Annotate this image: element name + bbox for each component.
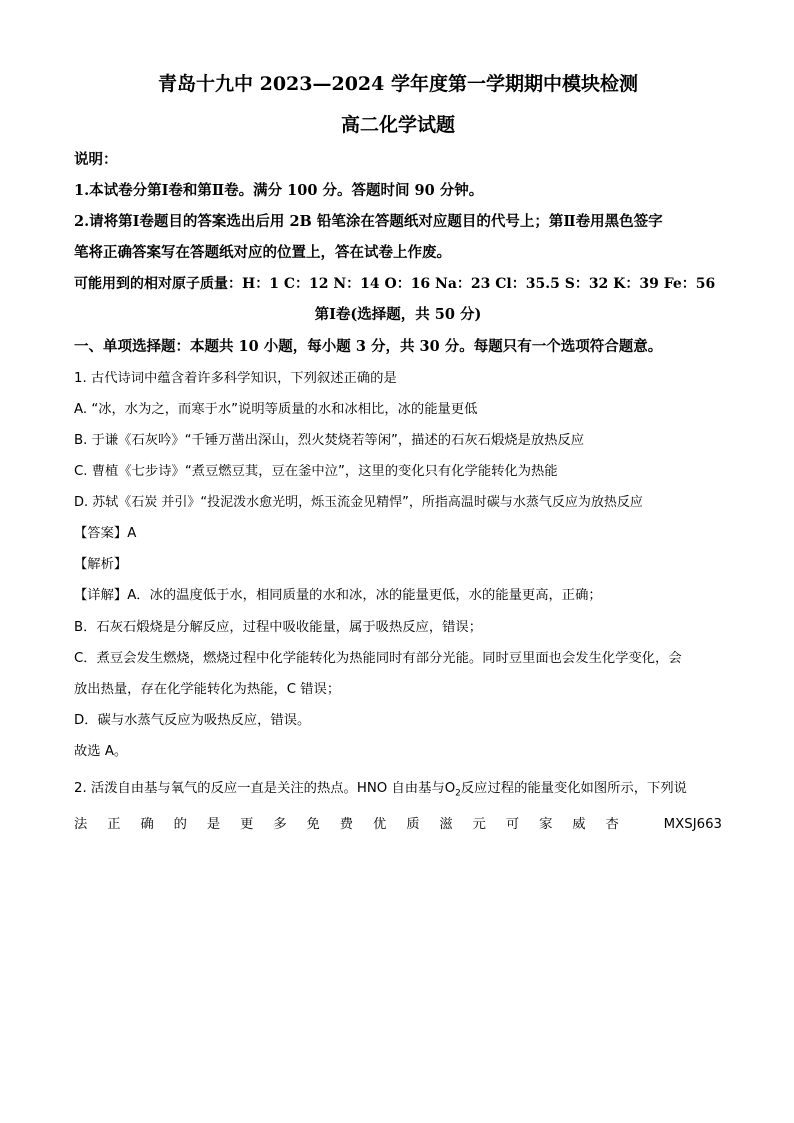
spread-char: 家 [539,817,553,832]
question-1-option-b: B. 于谦《石灰吟》“千锤万凿出深山，烈火焚烧若等闲”，描述的石灰石煅烧是放热反应 [74,433,585,448]
exam-title: 青岛十九中 2023—2024 学年度第一学期期中模块检测 [158,73,638,95]
question-1-detail-c-line-2: 放出热量，存在化学能转化为热能，C 错误； [74,682,341,697]
question-1-conclusion: 故选 A。 [74,744,128,759]
instruction-item-2-line-1: 2.请将第Ⅰ卷题目的答案选出后用 2B 铅笔涂在答题纸对应题目的代号上；第Ⅱ卷用黑色签字 [74,213,663,230]
answer-label: 【答案】 [74,526,128,541]
question-1-option-d: D. 苏轼《石炭 并引》“投泥泼水愈光明，烁玉流金见精悍”，所指高温时碳与水蒸气反应为放热反应 [74,495,643,510]
question-1-detail-c-line-1: C．煮豆会发生燃烧，燃烧过程中化学能转化为热能同时有部分光能。同时豆里面也会发生化学变化，会 [74,651,682,666]
question-1-detail-d: D．碳与水蒸气反应为吸热反应，错误。 [74,713,311,728]
exam-subtitle: 高二化学试题 [340,114,455,136]
spread-char: 法 [74,817,88,832]
spread-char: 质 [406,817,420,832]
question-1-answer [74,524,722,544]
spread-char: 多 [273,817,287,832]
spread-char: 威 [572,817,586,832]
spread-char: 的 [173,817,187,832]
question-1-option-a: A. “冰，水为之，而寒于水”说明等质量的水和冰相比，冰的能量更低 [74,402,478,417]
spread-char: 是 [206,817,221,832]
watermark-code: MXSJ663 [663,817,722,832]
question-2-stem-line-1 [74,779,722,804]
instruction-item-2-line-2: 笔将正确答案写在答题纸对应的位置上，答在试卷上作废。 [74,244,451,261]
section-heading: 一、单项选择题：本题共 10 小题，每小题 3 分，共 30 分。每题只有一个选项符合题意。 [74,338,663,355]
spread-char: 杏 [605,817,619,832]
question-1-detail-b: B．石灰石煅烧是分解反应，过程中吸收能量，属于吸热反应，错误； [74,620,483,635]
question-1-detail-a [74,586,722,606]
spread-char: 费 [339,817,354,832]
question-2-stem-line-2 [74,815,722,835]
instruction-item-1: 1.本试卷分第Ⅰ卷和第Ⅱ卷。满分 100 分。答题时间 90 分钟。 [74,182,484,199]
atomic-masses: 可能用到的相对原子质量：H：1 C：12 N：14 O：16 Na：23 Cl：35.5 S：32 K：39 Fe：56 [74,276,716,292]
question-1-option-c: C. 曹植《七步诗》“煮豆燃豆萁，豆在釜中泣”，这里的变化只有化学能转化为热能 [74,464,558,479]
spread-char: 确 [140,817,154,832]
spread-char: 可 [505,817,520,832]
spread-chars [74,815,619,835]
spread-char: 免 [306,817,320,832]
part1-heading: 第Ⅰ卷(选择题，共 50 分) [314,306,482,323]
instructions-label: 说明： [74,151,118,168]
answer-value: A [127,526,137,541]
spread-char: 元 [472,817,486,832]
question-1-stem: 1. 古代诗词中蕴含着许多科学知识，下列叙述正确的是 [74,371,397,386]
stem-part-1: 2. 活泼自由基与氧气的反应一直是关注的热点。HNO 自由基与 [74,781,445,796]
spread-char: 更 [240,817,254,832]
detail-label: 【详解】 [74,588,128,603]
spread-char: 正 [107,817,121,832]
question-1-analysis-label: 【解析】 [74,557,128,572]
spread-char: 优 [372,817,387,832]
detail-a-text: A．冰的温度低于水，相同质量的水和冰，冰的能量更低，水的能量更高，正确； [127,588,602,603]
stem-part-2: 反应过程的能量变化如图所示，下列说 [460,781,687,796]
o2-formula: $O_2$ [444,781,461,799]
spread-char: 滋 [439,817,453,832]
